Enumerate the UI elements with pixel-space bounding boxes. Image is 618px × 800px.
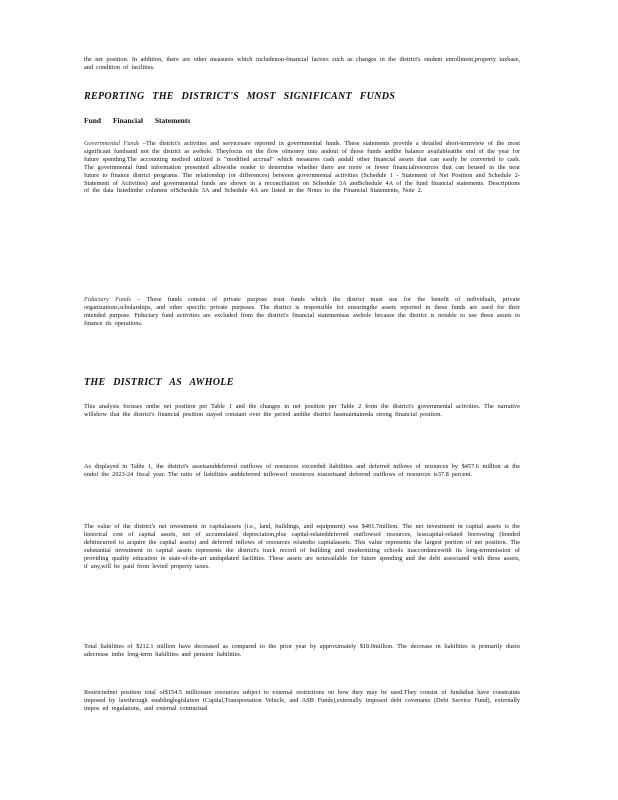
analysis-paragraph: This analysis focuses onthe net position per Table 1 and the changes in net position per Table 2 from the district's governmental activities. The narrative willshow that the district's financial position stayed constant over the period andthe district hasmaintaineda strong financial position. — [84, 403, 520, 418]
liabilities-paragraph-block — [84, 643, 520, 659]
restricted-net-position-paragraph: Restrictednet position total of$154.5 millionare resources subject to external restrictions on how they may be used.They consist of fundsthat have constraints imposed by lawthrough enablinglegislation (Capital,Transportation Vehicle, and ASB Funds),externally imposed debt covenants (Debt Service Fund), externally impos ed regulations, and external contractual — [84, 689, 520, 712]
section-heading-district-whole: THE DISTRICT AS AWHOLE — [84, 377, 234, 388]
liabilities-paragraph: Total liabilities of $212.1 million have decreased as compared to the prior year by approximately $18.0million. The decrease in liabilities is primarily dueto adecrease inthe long-term liabilities and pension liabilities. — [84, 643, 520, 658]
fiduciary-funds-text: – These funds consist of private purpose trust funds which the district must use for the benefit of individuals, private organizations,scholarships, and other specific private purposes. The district is responsible for ensuringthe assets reported in these funds are used for their intended purpose. Fiduciary fund activities are excluded from the district's financial statementsas awhole because the district is notable to use these assets to finance its operations. — [84, 296, 520, 327]
restricted-net-position-paragraph-block — [84, 689, 520, 713]
subheading-fund-financial-statements: Fund Financial Statements — [84, 116, 191, 125]
section-district-whole — [84, 377, 520, 389]
section-heading-reporting-funds: REPORTING THE DISTRICT'S MOST SIGNIFICANT FUNDS — [84, 91, 396, 102]
governmental-funds-lead: Governmental Funds — [84, 140, 140, 147]
fiduciary-funds-paragraph — [84, 296, 520, 328]
capital-assets-paragraph-block — [84, 523, 520, 570]
subheading-block — [84, 116, 520, 125]
governmental-funds-block — [84, 140, 520, 195]
section-reporting-funds — [84, 91, 520, 103]
capital-assets-paragraph: The value of the district's net investment in capitalassets (i.e., land, buildings, and equipment) was $401.7million. The net investment in capital assets is the historical cost of capital assets, net of accumulated depreciation,plus capital-relateddeferred outflowsof resources, lesscapital-related borrowing (bonded debtincurred to acquire the capital assets) and deferred inflows of resources relatedto capitalassets. This value represents the largest portion of net position. The substantial investment in capital assets represents the district's track record of building and modernizing schools inaccordancewith its long-termmission of providing quality education in state-of-the-art andupdated facilities. These assets are notavailable for future spending and the debt associated with these assets, if any,will be paid from levied property taxes. — [84, 523, 520, 570]
fiduciary-funds-block — [84, 296, 520, 328]
top-paragraph: the net position. In addition, there are other measures which includenon-financial factors such as changes in the district's student enrollment,property taxbase, and condition of facilities. — [84, 56, 520, 71]
governmental-funds-text: –The district's activities and servicesare reported in governmental funds. These statements provide a detailed short-termview of the most significant fundsand not the district as awhole. Theyfocus on the flow ofmoney into andout of those funds andthe balance availableatthe end of the year for future spending.The accounting method utilized is "modified accrual" which measures cash andall other financial assets that can easily be converted to cash. The governmental fund information presented allowsthe reader to determine whether there are more or fewer financialresources that can beused in the near future to finance district programs. The relationship (or differences) between governmental activities (Schedule 1 - Statement of Net Position and Schedule 2- Statement of Activities) and governmental funds are shown in a reconciliation on Schedule 3A andSchedule 4A of the fund financial statements. Descriptions of the data listedinthe columns ofSchedule 3A and Schedule 4A are listed in the Notes to the Financial Statements, Note 2. — [84, 140, 520, 195]
table1-paragraph: As displayed in Table 1, the district's assetsanddeferred outflows of resources exceeded liabilities and deferred inflows of resources by $457.6 million at the endof the 2023-24 fiscal year. The ratio of liabilities anddeferred inflowsof resources toassetsand deferred outflows of resources is37.8 percent. — [84, 463, 520, 478]
governmental-funds-paragraph — [84, 140, 520, 195]
top-paragraph-block — [84, 56, 520, 72]
analysis-paragraph-block — [84, 403, 520, 419]
fiduciary-funds-lead: Fiduciary Funds — [84, 296, 131, 303]
table1-paragraph-block — [84, 463, 520, 479]
